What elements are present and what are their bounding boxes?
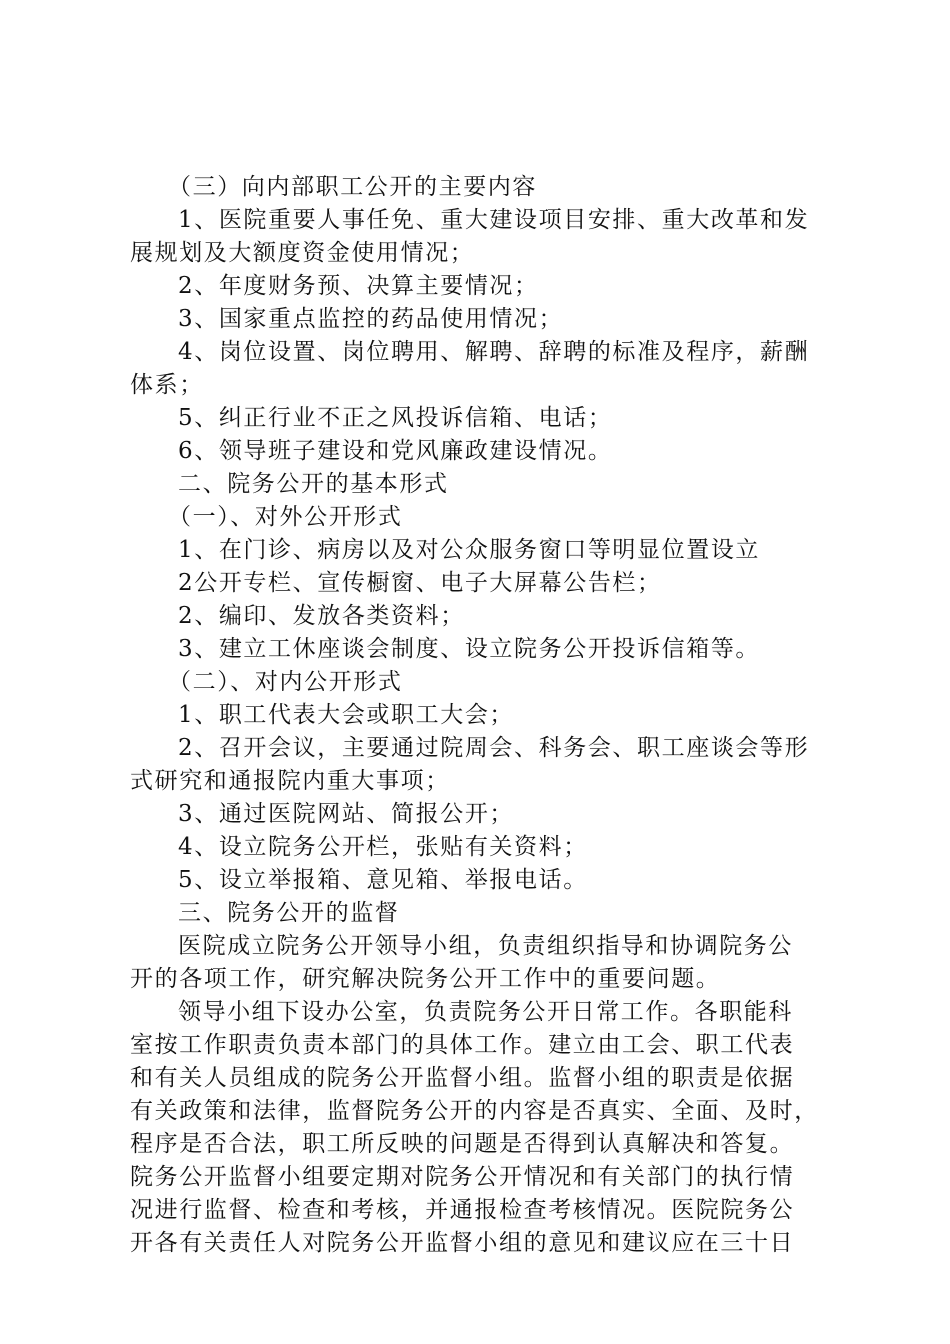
text-line: 2公开专栏、宣传橱窗、电子大屏幕公告栏；: [178, 570, 662, 596]
text-line: 医院成立院务公开领导小组，负责组织指导和协调院务公: [178, 933, 793, 959]
document-body: [130, 171, 830, 1260]
text-line: 院务公开监督小组要定期对院务公开情况和有关部门的执行情: [130, 1164, 795, 1190]
text-line: 5、纠正行业不正之风投诉信箱、电话；: [178, 405, 613, 431]
text-line: 展规划及大额度资金使用情况；: [130, 240, 475, 266]
text-line: 1、职工代表大会或职工大会；: [178, 702, 515, 728]
text-line: 2、年度财务预、决算主要情况；: [178, 273, 539, 299]
subsection-heading: （二）、对内公开形式: [168, 669, 403, 695]
text-line: 1、医院重要人事任免、重大建设项目安排、重大改革和发: [178, 207, 810, 233]
text-line: 6、领导班子建设和党风廉政建设情况。: [178, 438, 613, 464]
section-heading: 三、院务公开的监督: [178, 900, 400, 926]
text-line: 室按工作职责负责本部门的具体工作。建立由工会、职工代表: [130, 1032, 795, 1058]
text-line: 程序是否合法，职工所反映的问题是否得到认真解决和答复。: [130, 1131, 795, 1157]
text-line: 3、建立工休座谈会制度、设立院务公开投诉信箱等。: [178, 636, 761, 662]
text-line: 2、召开会议，主要通过院周会、科务会、职工座谈会等形: [178, 735, 810, 761]
text-line: 1、在门诊、病房以及对公众服务窗口等明显位置设立: [178, 537, 761, 563]
text-line: 2、编印、发放各类资料；: [178, 603, 465, 629]
text-line: 5、设立举报箱、意见箱、举报电话。: [178, 867, 588, 893]
text-line: 3、通过医院网站、简报公开；: [178, 801, 515, 827]
text-line: （三）向内部职工公开的主要内容: [168, 174, 537, 200]
text-line: 领导小组下设办公室，负责院务公开日常工作。各职能科: [178, 999, 793, 1025]
subsection-heading: （一）、对外公开形式: [168, 504, 403, 530]
text-line: 4、设立院务公开栏，张贴有关资料；: [178, 834, 588, 860]
text-line: 体系；: [130, 372, 204, 398]
text-line: 和有关人员组成的院务公开监督小组。监督小组的职责是依据: [130, 1065, 795, 1091]
text-line: 开的各项工作，研究解决院务公开工作中的重要问题。: [130, 966, 721, 992]
text-line: 4、岗位设置、岗位聘用、解聘、辞聘的标准及程序，薪酬: [178, 339, 810, 365]
text-line: 式研究和通报院内重大事项；: [130, 768, 450, 794]
text-line: 有关政策和法律，监督院务公开的内容是否真实、全面、及时，: [130, 1098, 819, 1124]
text-line: 3、国家重点监控的药品使用情况；: [178, 306, 564, 332]
text-line: 况进行监督、检查和考核，并通报检查考核情况。医院院务公: [130, 1197, 795, 1223]
section-heading: 二、院务公开的基本形式: [178, 471, 449, 497]
text-line: 开各有关责任人对院务公开监督小组的意见和建议应在三十日: [130, 1230, 795, 1256]
